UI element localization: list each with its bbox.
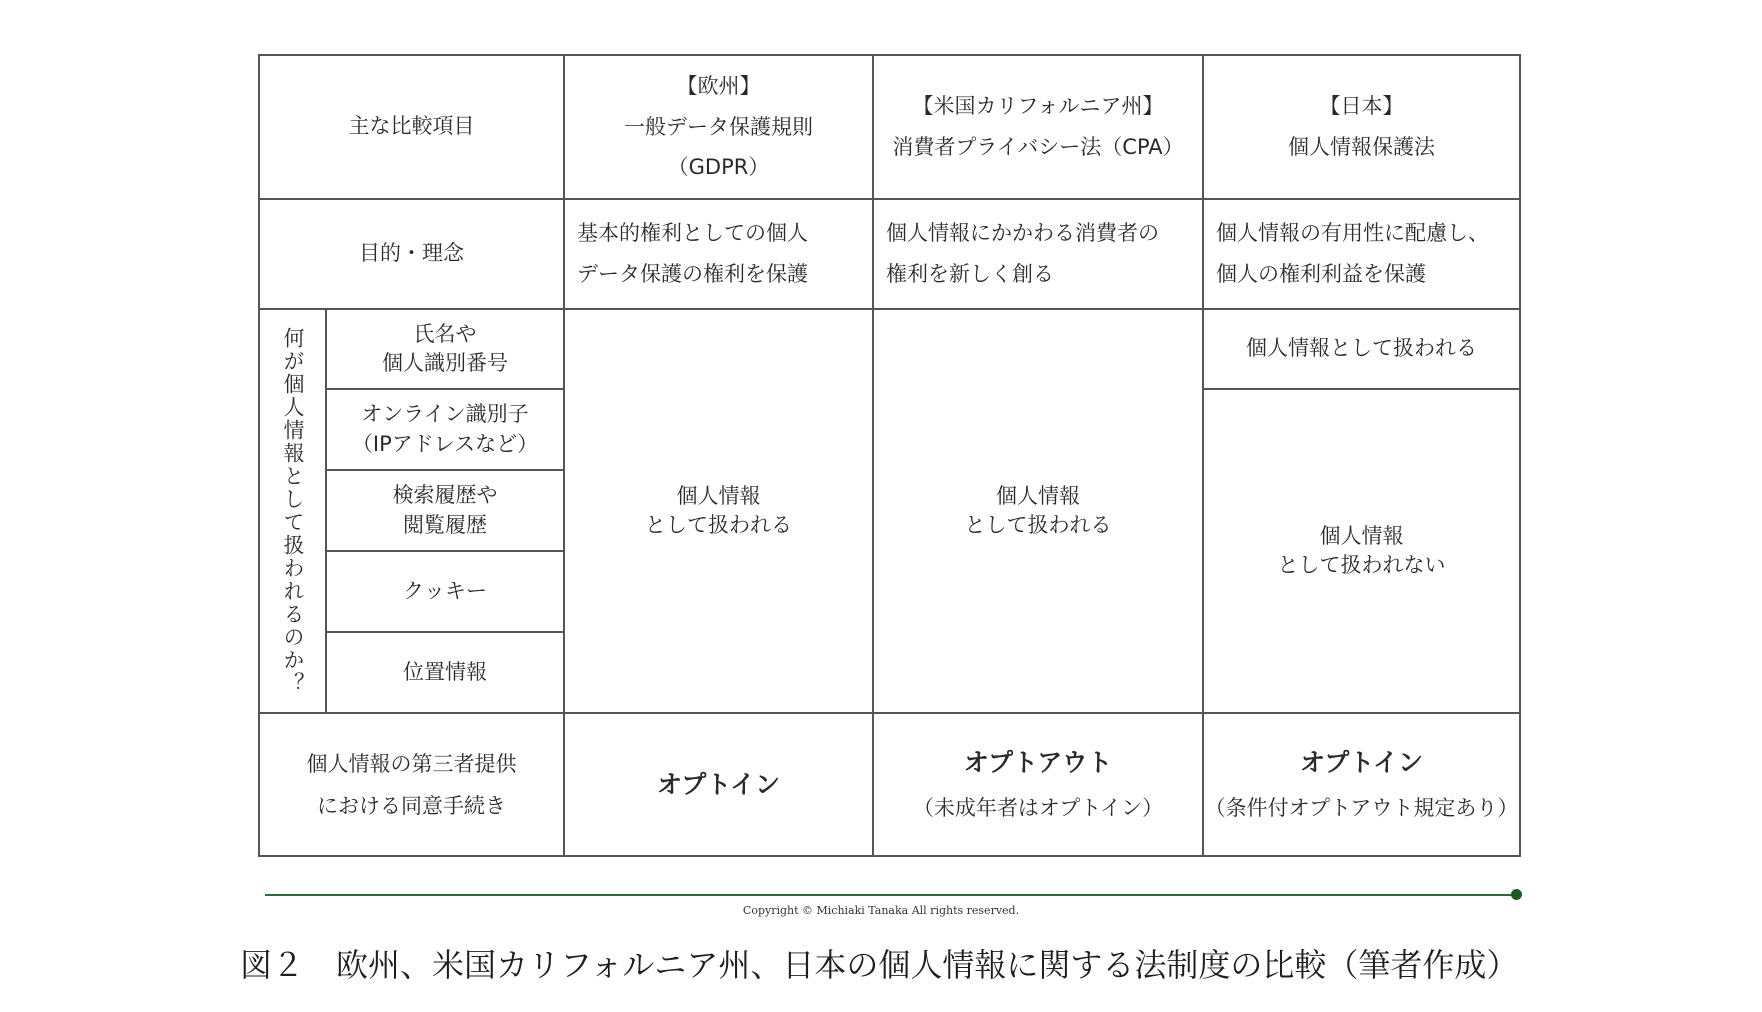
purpose-eu-line-1: 基本的権利としての個人 bbox=[577, 221, 808, 246]
header-item-label: 主な比較項目 bbox=[348, 114, 475, 139]
figure-caption: 図２ 欧州、米国カリフォルニア州、日本の個人情報に関する法制度の比較（筆者作成） bbox=[240, 946, 1519, 984]
consent-label-line-1: 個人情報の第三者提供 bbox=[306, 751, 517, 776]
consent-jp-note: （条件付オプトアウト規定あり） bbox=[1204, 796, 1519, 821]
scope-jp-bottom-cell bbox=[1202, 388, 1521, 714]
purpose-us-cell bbox=[872, 198, 1204, 310]
scope-group-label-cell bbox=[258, 308, 327, 714]
purpose-label: 目的・理念 bbox=[359, 241, 464, 266]
scope-us-cell bbox=[872, 308, 1204, 714]
header-us-line-1: 【米国カリフォルニア州】 bbox=[912, 94, 1164, 119]
header-item-label-cell bbox=[258, 54, 565, 200]
header-jp-line-2: 個人情報保護法 bbox=[1288, 135, 1435, 159]
scope-eu-line-1: 個人情報 bbox=[676, 483, 761, 508]
consent-label-line-2: における同意手続き bbox=[317, 793, 506, 818]
header-us-line-2: 消費者プライバシー法（CPA） bbox=[892, 135, 1184, 159]
scope-item-5 bbox=[325, 631, 565, 714]
header-us-cell bbox=[872, 54, 1204, 200]
header-jp-line-1: 【日本】 bbox=[1319, 94, 1404, 119]
scope-eu-cell bbox=[563, 308, 874, 714]
scope-item-4 bbox=[325, 550, 565, 633]
scope-item-1-line-1: 氏名や bbox=[413, 321, 477, 346]
consent-jp-cell bbox=[1202, 712, 1521, 857]
scope-jp-bottom-line-2: として扱われない bbox=[1277, 553, 1446, 577]
scope-jp-top-line-1: 個人情報として扱われる bbox=[1246, 336, 1477, 361]
consent-label-cell bbox=[258, 712, 565, 857]
purpose-eu-cell bbox=[563, 198, 874, 310]
purpose-jp-line-2: 個人の権利利益を保護 bbox=[1216, 262, 1426, 286]
consent-eu-cell bbox=[563, 712, 874, 857]
scope-us-line-1: 個人情報 bbox=[996, 483, 1080, 508]
purpose-eu-line-2: データ保護の権利を保護 bbox=[577, 262, 808, 286]
scope-item-2-line-1: オンライン識別子 bbox=[361, 402, 529, 427]
scope-group-label: 何が個人情報として扱われるのか？ bbox=[281, 327, 305, 695]
footer-rule-dot bbox=[1511, 889, 1522, 900]
header-jp-cell bbox=[1202, 54, 1521, 200]
scope-item-3-line-2: 閲覧履歴 bbox=[403, 512, 487, 537]
copyright-text: Copyright © Michiaki Tanaka All rights reserved. bbox=[742, 904, 1020, 917]
consent-jp-value: オプトイン bbox=[1299, 748, 1423, 778]
purpose-jp-cell bbox=[1202, 198, 1521, 310]
scope-jp-bottom-line-1: 個人情報 bbox=[1319, 523, 1404, 548]
scope-item-1 bbox=[325, 308, 565, 390]
scope-item-3-line-1: 検索履歴や bbox=[392, 483, 498, 508]
scope-item-1-line-2: 個人識別番号 bbox=[382, 351, 508, 375]
scope-item-4-line-1: クッキー bbox=[403, 578, 487, 603]
purpose-label-cell bbox=[258, 198, 565, 310]
scope-item-2 bbox=[325, 388, 565, 471]
scope-item-5-line-1: 位置情報 bbox=[403, 659, 487, 684]
purpose-us-line-1: 個人情報にかかわる消費者の bbox=[886, 221, 1159, 246]
header-eu-line-3: （GDPR） bbox=[667, 155, 770, 180]
scope-eu-line-2: として扱われる bbox=[645, 513, 792, 537]
purpose-us-line-2: 権利を新しく創る bbox=[886, 262, 1054, 286]
footer-rule bbox=[265, 894, 1515, 896]
scope-item-3 bbox=[325, 469, 565, 552]
header-eu-line-1: 【欧州】 bbox=[676, 73, 761, 98]
consent-eu-value: オプトイン bbox=[656, 770, 780, 799]
scope-jp-top-cell bbox=[1202, 308, 1521, 390]
header-eu-cell bbox=[563, 54, 874, 200]
purpose-jp-line-1: 個人情報の有用性に配慮し、 bbox=[1216, 221, 1489, 246]
scope-us-line-2: として扱われる bbox=[964, 513, 1112, 537]
consent-us-value: オプトアウト bbox=[963, 748, 1113, 778]
header-eu-line-2: 一般データ保護規則 bbox=[624, 114, 813, 139]
scope-item-2-line-2: （IPアドレスなど） bbox=[351, 431, 539, 456]
consent-us-cell bbox=[872, 712, 1204, 857]
consent-us-note: （未成年者はオプトイン） bbox=[912, 796, 1164, 821]
